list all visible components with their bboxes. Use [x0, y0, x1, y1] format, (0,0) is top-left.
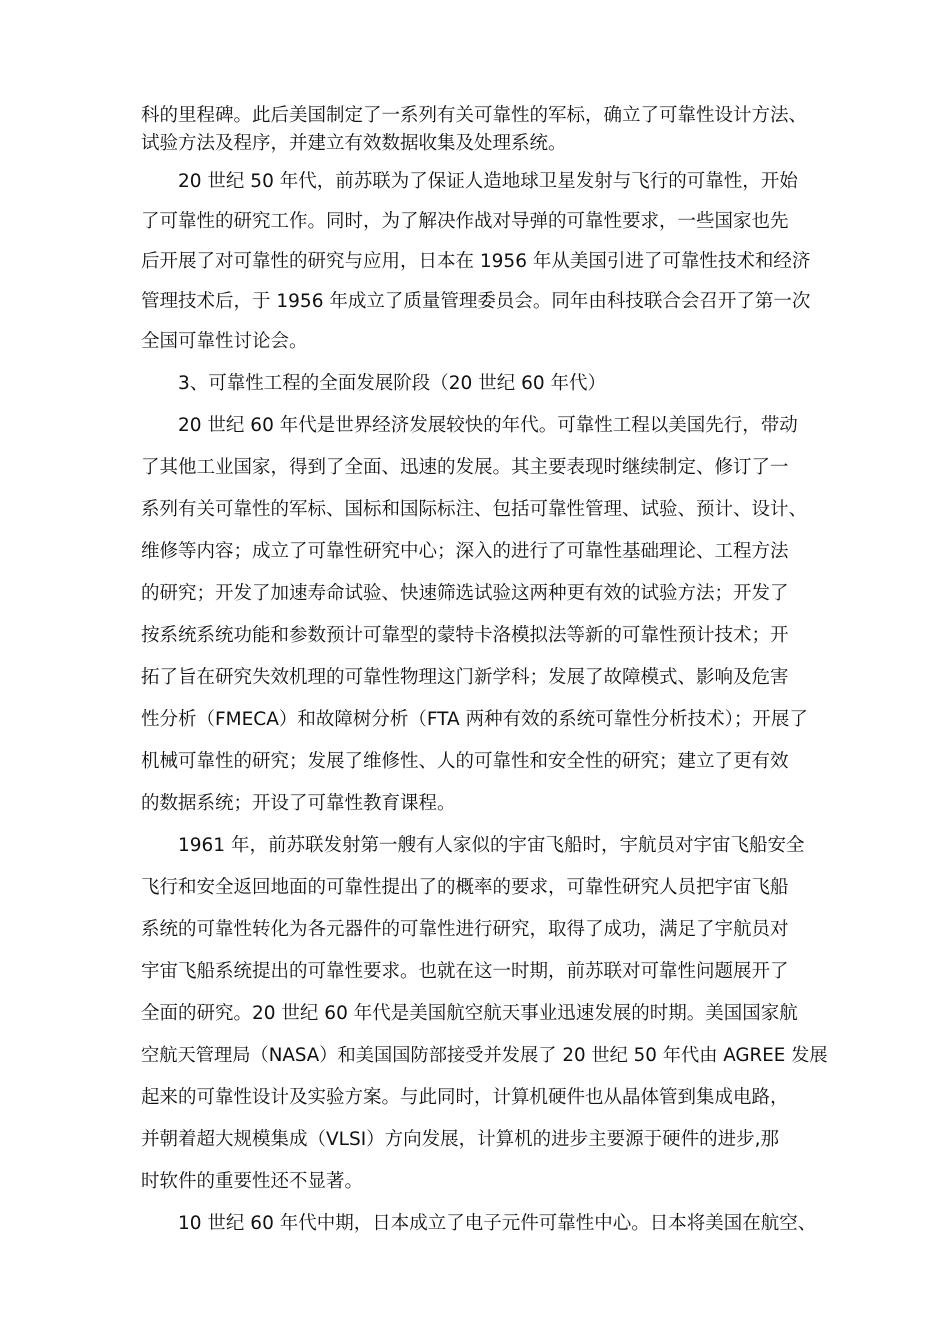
text-line: 飞行和安全返回地面的可靠性提出了的概率的要求，可靠性研究人员把宇宙飞船 [141, 877, 789, 898]
text-line: 时软件的重要性还不显著。 [141, 1171, 364, 1192]
section-heading: 3、可靠性工程的全面发展阶段（20 世纪 60 年代） [178, 373, 606, 394]
text-line: 性分析（FMECA）和故障树分析（FTA 两种有效的系统可靠性分析技术）；开展了 [141, 709, 808, 730]
text-line: 系统的可靠性转化为各元器件的可靠性进行研究，取得了成功，满足了宇航员对 [141, 919, 789, 940]
text-line: 机械可靠性的研究；发展了维修性、人的可靠性和安全性的研究；建立了更有效 [141, 751, 789, 772]
text-line: 了其他工业国家，得到了全面、迅速的发展。其主要表现时继续制定、修订了一 [141, 457, 789, 478]
text-line: 科的里程碑。此后美国制定了一系列有关可靠性的军标，确立了可靠性设计方法、 [141, 105, 808, 126]
text-line: 后开展了对可靠性的研究与应用，日本在 1956 年从美国引进了可靠性技术和经济 [141, 251, 811, 272]
text-line: 试验方法及程序，并建立有效数据收集及处理系统。 [141, 133, 567, 154]
text-line: 10 世纪 60 年代中期，日本成立了电子元件可靠性中心。日本将美国在航空、 [178, 1213, 817, 1234]
text-line: 系列有关可靠性的军标、国标和国际标注、包括可靠性管理、试验、预计、设计、 [141, 499, 808, 520]
text-line: 维修等内容；成立了可靠性研究中心；深入的进行了可靠性基础理论、工程方法 [141, 541, 789, 562]
text-line: 管理技术后，于 1956 年成立了质量管理委员会。同年由科技联合会召开了第一次 [141, 291, 811, 312]
text-line: 拓了旨在研究失效机理的可靠性物理这门新学科；发展了故障模式、影响及危害 [141, 667, 789, 688]
text-line: 20 世纪 60 年代是世界经济发展较快的年代。可靠性工程以美国先行，带动 [178, 415, 798, 436]
text-line: 20 世纪 50 年代，前苏联为了保证人造地球卫星发射与飞行的可靠性，开始 [178, 171, 798, 192]
text-line: 空航天管理局（NASA）和美国国防部接受并发展了 20 世纪 50 年代由 AGREE 发展 [141, 1045, 828, 1066]
text-line: 宇宙飞船系统提出的可靠性要求。也就在这一时期，前苏联对可靠性问题展开了 [141, 961, 789, 982]
text-line: 按系统系统功能和参数预计可靠型的蒙特卡洛模拟法等新的可靠性预计技术；开 [141, 625, 789, 646]
text-line: 起来的可靠性设计及实验方案。与此同时，计算机硬件也从晶体管到集成电路， [141, 1087, 789, 1108]
text-line: 的数据系统；开设了可靠性教育课程。 [141, 793, 456, 814]
text-line: 的研究；开发了加速寿命试验、快速筛选试验这两种更有效的试验方法；开发了 [141, 583, 789, 604]
text-line: 1961 年，前苏联发射第一艘有人家似的宇宙飞船时，宇航员对宇宙飞船安全 [178, 835, 805, 856]
text-line: 全国可靠性讨论会。 [141, 331, 308, 352]
text-line: 并朝着超大规模集成（VLSI）方向发展，计算机的进步主要源于硬件的进步,那 [141, 1129, 780, 1150]
text-line: 了可靠性的研究工作。同时，为了解决作战对导弹的可靠性要求，一些国家也先 [141, 211, 789, 232]
text-line: 全面的研究。20 世纪 60 年代是美国航空航天事业迅速发展的时期。美国国家航 [141, 1003, 798, 1024]
